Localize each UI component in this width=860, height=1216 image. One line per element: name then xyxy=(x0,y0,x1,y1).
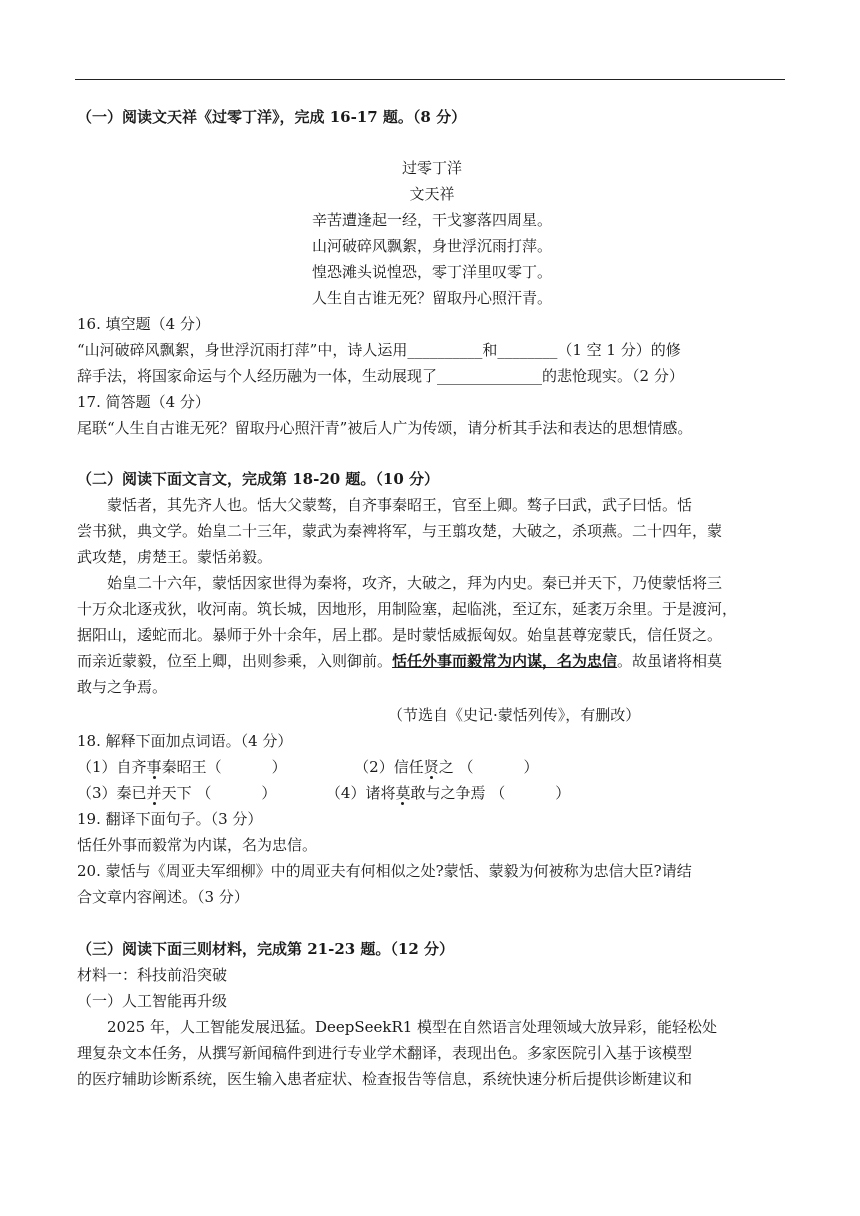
passage-text: 。故虽诸将相莫 xyxy=(617,652,723,670)
material-line: 理复杂文本任务，从撰写新闻稿件到进行专业学术翻译，表现出色。多家医院引入基于该模型 xyxy=(77,1044,693,1062)
question-19-title: 19. 翻译下面句子。（3 分） xyxy=(77,810,263,828)
passage-line: 敢与之争焉。 xyxy=(77,678,168,696)
dotted-word: 莫 xyxy=(395,784,411,802)
question-16-text: “山河破碎风飘絮，身世浮沉雨打萍”中，诗人运用__________和________（1 空 1 分）的修 xyxy=(77,341,681,359)
question-16-text: 辞手法，将国家命运与个人经历融为一体，生动展现了______________的悲怆现实。（2 分） xyxy=(77,367,684,385)
question-16-title: 16. 填空题（4 分） xyxy=(77,315,210,333)
material-1-subtitle: （一）人工智能再升级 xyxy=(77,992,228,1010)
passage-line: 尝书狱，典文学。始皇二十三年，蒙武为秦裨将军，与王翦攻楚，大破之，杀项燕。二十四年，蒙 xyxy=(77,522,723,540)
dotted-word: 事 xyxy=(146,758,162,776)
q18-item-4: （4）诸将莫敢与之争焉 （ ） xyxy=(325,784,571,802)
q18-item-1: （1）自齐事秦昭王（ ） xyxy=(77,758,287,776)
question-17-title: 17. 简答题（4 分） xyxy=(77,393,210,411)
poem-line: 人生自古谁无死？留取丹心照汗青。 xyxy=(311,289,552,307)
poem-line: 惶恐滩头说惶恐，零丁洋里叹零丁。 xyxy=(311,263,552,281)
material-line: 的医疗辅助诊断系统，医生输入患者症状、检查报告等信息，系统快速分析后提供诊断建议和 xyxy=(77,1070,693,1088)
q18-item-3: （3）秦已并天下 （ ） xyxy=(77,784,277,802)
material-1-title: 材料一：科技前沿突破 xyxy=(77,966,228,984)
question-19-text: 恬任外事而毅常为内谋，名为忠信。 xyxy=(77,836,318,854)
passage-line: 蒙恬者，其先齐人也。恬大父蒙骜，自齐事秦昭王，官至上卿。骜子曰武，武子曰恬。恬 xyxy=(107,496,693,514)
passage-line: 始皇二十六年，蒙恬因家世得为秦将，攻齐，大破之，拜为内史。秦已并天下，乃使蒙恬将三 xyxy=(107,574,723,592)
question-18-row xyxy=(77,782,787,804)
section-2-heading: （二）阅读下面文言文，完成第 18-20 题。（10 分） xyxy=(77,470,440,488)
dotted-word: 贤 xyxy=(423,758,439,776)
passage-line: 十万众北逐戎狄，收河南。筑长城，因地形，用制险塞，起临洮，至辽东，延袤万余里。于是渡河， xyxy=(77,600,738,618)
question-20-text: 20. 蒙恬与《周亚夫军细柳》中的周亚夫有何相似之处?蒙恬、蒙毅为何被称为忠信大臣?请结 xyxy=(77,862,692,880)
passage-text: 而亲近蒙毅，位至上卿，出则参乘，入则御前。 xyxy=(77,652,393,670)
poem-author: 文天祥 xyxy=(409,185,455,203)
question-17-text: 尾联“人生自古谁无死？留取丹心照汗青”被后人广为传颂，请分析其手法和表达的思想情感。 xyxy=(77,419,693,437)
question-20-text: 合文章内容阐述。（3 分） xyxy=(77,888,249,906)
passage-line: 武攻楚，虏楚王。蒙恬弟毅。 xyxy=(77,548,273,566)
dotted-word: 并 xyxy=(146,784,162,802)
underlined-sentence: 恬任外事而毅常为内谋，名为忠信 xyxy=(392,652,618,670)
passage-source: （节选自《史记·蒙恬列传》，有删改） xyxy=(388,706,641,724)
passage-line xyxy=(77,650,787,672)
question-18-title: 18. 解释下面加点词语。（4 分） xyxy=(77,732,293,750)
section-3-heading: （三）阅读下面三则材料，完成第 21-23 题。（12 分） xyxy=(77,940,455,958)
q18-item-2: （2）信任贤之 （ ） xyxy=(354,758,539,776)
poem-line: 辛苦遭逢起一经，干戈寥落四周星。 xyxy=(311,211,552,229)
section-1-heading: （一）阅读文天祥《过零丁洋》，完成 16-17 题。（8 分） xyxy=(77,108,467,126)
material-line: 2025 年，人工智能发展迅猛。DeepSeekR1 模型在自然语言处理领域大放异彩，能轻松处 xyxy=(107,1018,718,1036)
top-rule xyxy=(75,79,785,80)
poem-line: 山河破碎风飘絮，身世浮沉雨打萍。 xyxy=(311,237,552,255)
passage-line: 据阳山，逶蛇而北。暴师于外十余年，居上郡。是时蒙恬威振匈奴。始皇甚尊宠蒙氏，信任贤之。 xyxy=(77,626,723,644)
question-18-row xyxy=(77,756,787,778)
poem-title: 过零丁洋 xyxy=(401,159,462,177)
